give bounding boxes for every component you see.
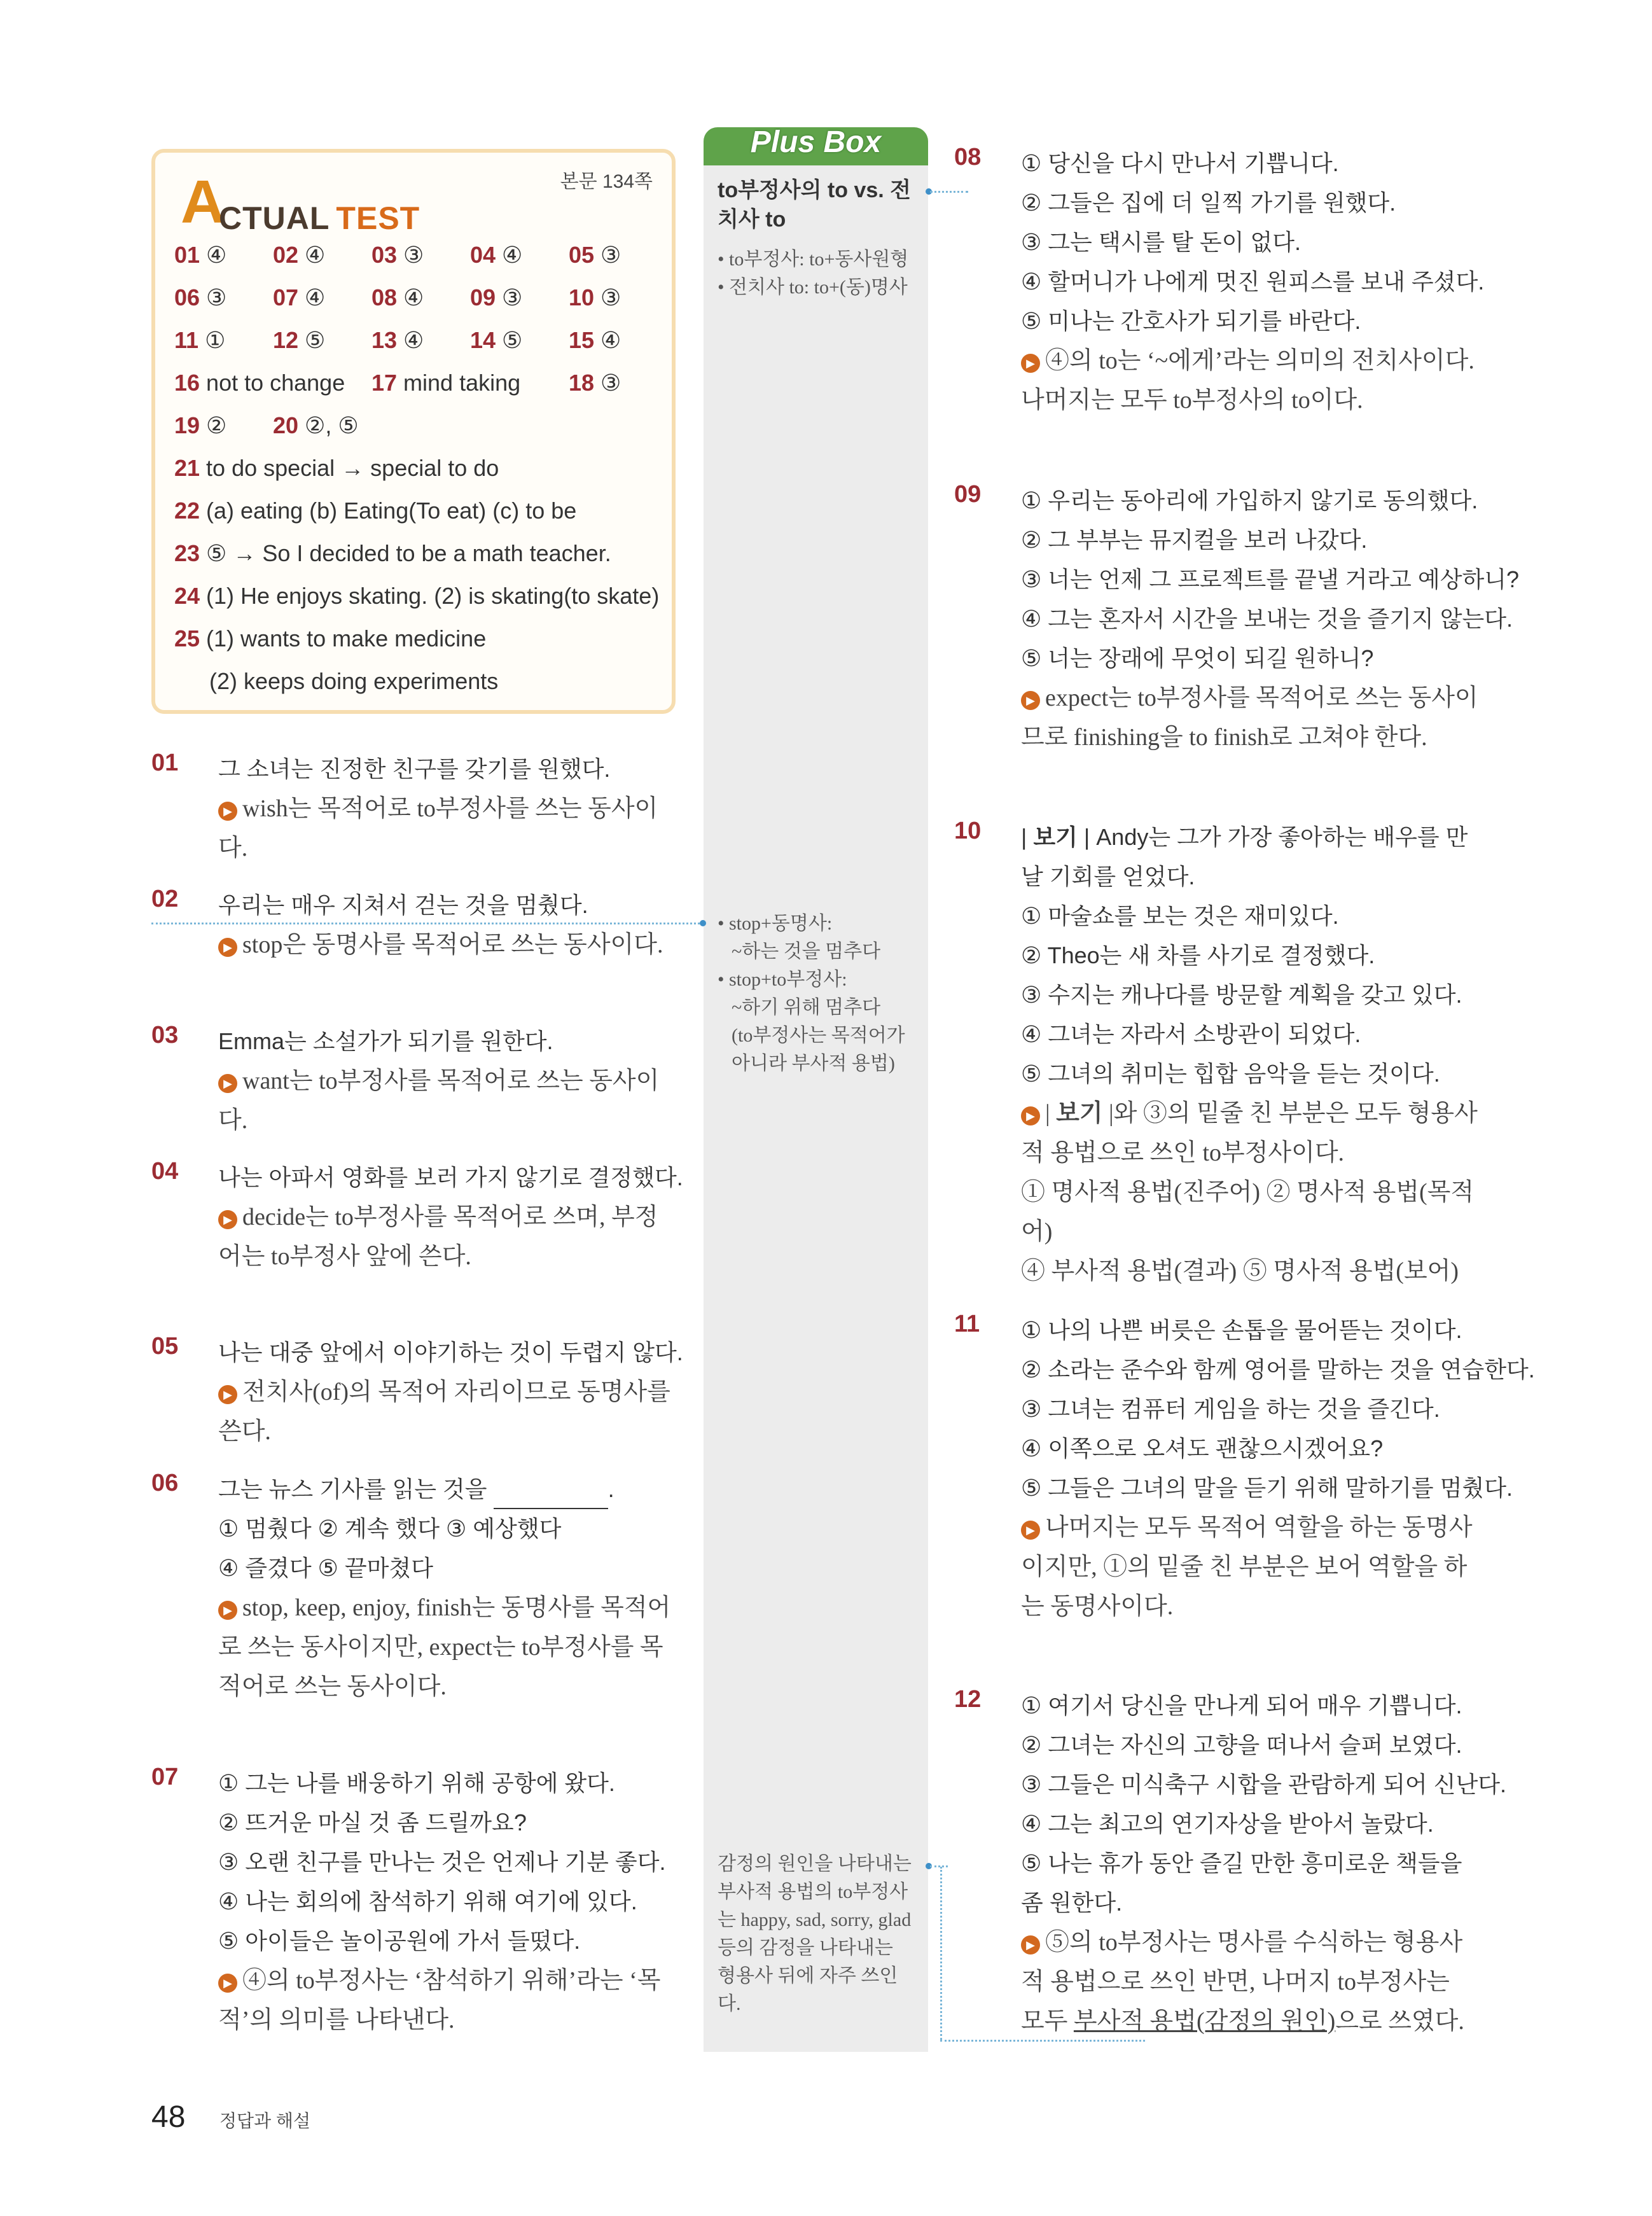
question-body [1021, 1311, 1535, 1626]
answer-value: ① [205, 327, 226, 353]
plus-note-item: • 전치사 to: to+(동)명사 [718, 277, 908, 298]
question-line: ① 우리는 동아리에 가입하지 않기로 동의했다. [1021, 487, 1478, 513]
question-body [1021, 818, 1479, 1291]
answer-number: 11 [174, 327, 199, 353]
play-marker-icon: ▶ [218, 938, 237, 957]
question-body [1021, 1686, 1507, 2041]
answer-value: mind taking [403, 370, 521, 396]
plus-note-item: • stop+동명사: [718, 913, 833, 934]
question-number: 03 [151, 1022, 179, 1049]
question-line: ② 뜨거운 마실 것 좀 드릴까요? [218, 1809, 527, 1836]
answer-item [470, 284, 522, 311]
answer-value: ④ [305, 284, 326, 310]
question-line: ④ 그는 최고의 연기자상을 받아서 놀랐다. [1021, 1811, 1434, 1837]
answer-item [174, 455, 499, 482]
plus-note-item: • to부정사: to+동사원형 [718, 249, 909, 270]
play-marker-icon: ▶ [218, 1601, 237, 1620]
answer-item [174, 412, 226, 439]
answer-number: 16 [174, 370, 200, 396]
answer-number: 09 [470, 284, 496, 310]
plus-note-heading: to부정사의 to vs. 전치사 to [718, 178, 912, 232]
connector-dot [700, 920, 706, 926]
play-marker-icon: ▶ [1021, 1106, 1040, 1125]
connector-line [930, 1865, 948, 1867]
question-line: 나는 아파서 영화를 보러 가지 않기로 결정했다. [218, 1164, 683, 1190]
answer-value: ③ [502, 284, 523, 310]
plus-note-1 [718, 176, 921, 302]
answer-item [371, 327, 424, 354]
answer-number: 21 [174, 455, 200, 481]
question-number: 11 [954, 1311, 980, 1337]
question-line: ① 여기서 당신을 만나게 되어 매우 기쁩니다. [1021, 1692, 1462, 1718]
play-marker-icon: ▶ [1021, 691, 1040, 710]
question-line: ② 그들은 집에 더 일찍 가기를 원했다. [1021, 190, 1396, 216]
question-body [218, 1158, 683, 1276]
question-line: ③ 너는 언제 그 프로젝트를 끝낼 거라고 예상하니? [1021, 566, 1520, 592]
question-number: 05 [151, 1333, 179, 1360]
answer-item [174, 284, 226, 311]
question-body [1021, 144, 1485, 420]
plus-note-item: (to부정사는 목적어가 [732, 1025, 905, 1046]
play-marker-icon: ▶ [1021, 354, 1040, 373]
question-number: 12 [954, 1686, 982, 1713]
play-marker-icon: ▶ [1021, 1935, 1040, 1955]
answer-item [371, 284, 424, 311]
page-number: 48 [151, 2100, 186, 2134]
plus-box-column [704, 146, 928, 2052]
plus-note-item: ~하는 것을 멈추다 [732, 941, 881, 962]
question-line: 나는 대중 앞에서 이야기하는 것이 두렵지 않다. [218, 1339, 683, 1365]
question-body [1021, 481, 1520, 757]
question-line: ⑤ 그녀의 취미는 힙합 음악을 듣는 것이다. [1021, 1061, 1440, 1087]
plus-note-item: ~하기 위해 멈추다 [732, 997, 881, 1018]
answer-number: 08 [371, 284, 398, 310]
question-line: 그 소녀는 진정한 친구를 갖기를 원했다. [218, 756, 611, 782]
question-body [218, 1333, 683, 1451]
explanation: ▶ want는 to부정사를 목적어로 쓰는 동사이다. [218, 1068, 660, 1134]
play-marker-icon: ▶ [218, 1210, 237, 1229]
question-line: ⑤ 아이들은 놀이공원에 가서 들떴다. [218, 1928, 581, 1954]
question-number: 06 [151, 1470, 179, 1496]
footer-label: 정답과 해설 [219, 2111, 311, 2131]
logo-text: CTUAL TEST [219, 200, 420, 236]
answer-value: ④ [403, 327, 424, 353]
actual-test-answer-box [151, 149, 676, 714]
answer-value: ③ [600, 370, 621, 396]
play-marker-icon: ▶ [218, 1074, 237, 1093]
answer-item [273, 412, 359, 439]
question-line: 우리는 매우 지쳐서 걷는 것을 멈췄다. [218, 892, 588, 918]
answer-number: 18 [569, 370, 595, 396]
question-body [218, 1022, 676, 1140]
answer-item [371, 242, 424, 268]
question-number: 04 [151, 1158, 179, 1185]
answer-item [569, 370, 621, 396]
explanation-extra: ④ 부사적 용법(결과) ⑤ 명사적 용법(보어) [1021, 1258, 1459, 1285]
answer-item [569, 284, 621, 311]
answer-number: 02 [273, 242, 299, 268]
answer-number: 23 [174, 540, 200, 566]
question-line: ⑤ 나는 휴가 동안 즐길 만한 흥미로운 책들을 좀 원한다. [1021, 1850, 1462, 1916]
question-body [218, 886, 676, 965]
play-marker-icon: ▶ [218, 1974, 237, 1993]
answer-value: not to change [206, 370, 345, 396]
question-line: ④ 나는 회의에 참석하기 위해 여기에 있다. [218, 1888, 637, 1914]
answer-value: (a) eating (b) Eating(To eat) (c) to be [206, 498, 577, 524]
answer-value: to do special → special to do [206, 455, 499, 481]
answer-number: 06 [174, 284, 200, 310]
question-number: 10 [954, 818, 982, 844]
answer-value: ④ [600, 327, 621, 353]
plus-note-item: • stop+to부정사: [718, 969, 847, 990]
question-number: 08 [954, 144, 982, 171]
explanation: ▶ expect는 to부정사를 목적어로 쓰는 동사이므로 finishing을 to finish로 고쳐야 한다. [1021, 685, 1478, 751]
answer-value: ②, ⑤ [305, 412, 359, 438]
answer-value: ③ [600, 242, 621, 268]
question-body [218, 1470, 676, 1706]
answer-number: 07 [273, 284, 299, 310]
answer-item [273, 327, 325, 354]
explanation: ▶ 전치사(of)의 목적어 자리이므로 동명사를 쓴다. [218, 1379, 670, 1445]
question-number: 09 [954, 481, 982, 508]
answer-number: 17 [371, 370, 398, 396]
explanation: ▶ 나머지는 모두 목적어 역할을 하는 동명사이지만, ①의 밑줄 친 부분은 보어 역할을 하는 동명사이다. [1021, 1514, 1473, 1620]
question-line: ③ 오랜 친구를 만나는 것은 언제나 기분 좋다. [218, 1849, 666, 1875]
answer-number: 19 [174, 412, 200, 438]
answer-value: (2) keeps doing experiments [209, 668, 499, 694]
answer-value: (1) wants to make medicine [206, 625, 487, 652]
answer-blank [494, 1489, 608, 1509]
answer-value: ③ [403, 242, 424, 268]
answer-number: 05 [569, 242, 595, 268]
answer-item [371, 370, 520, 396]
answer-number: 12 [273, 327, 299, 353]
question-line: ② Theo는 새 차를 사기로 결정했다. [1021, 942, 1375, 968]
answer-number: 10 [569, 284, 595, 310]
plus-note-2 [718, 910, 921, 1078]
question-number: 07 [151, 1764, 179, 1790]
answer-number: 13 [371, 327, 398, 353]
answer-number: 24 [174, 583, 200, 609]
answer-number: 04 [470, 242, 496, 268]
answer-value: ③ [600, 284, 621, 310]
answer-number: 20 [273, 412, 299, 438]
question-number: 02 [151, 886, 179, 912]
answer-number: 25 [174, 625, 200, 652]
answer-value: ② [206, 412, 227, 438]
question-stem: | 보기 | Andy는 그가 가장 좋아하는 배우를 만날 기회를 얻었다. [1021, 824, 1468, 889]
question-line: ③ 그녀는 컴퓨터 게임을 하는 것을 즐긴다. [1021, 1396, 1440, 1422]
answer-item [174, 498, 576, 524]
question-line: ① 그는 나를 배웅하기 위해 공항에 왔다. [218, 1770, 615, 1796]
explanation: ▶ ⑤의 to부정사는 명사를 수식하는 형용사적 용법으로 쓰인 반면, 나머지 to부정사는 모두 부사적 용법(감정의 원인)으로 쓰였다. [1021, 1929, 1464, 2035]
answer-item [569, 327, 621, 354]
explanation: ▶ stop, keep, enjoy, finish는 동명사를 목적어로 쓰는 동사이지만, expect는 to부정사를 목적어로 쓰는 동사이다. [218, 1594, 671, 1700]
question-line: ④ 할머니가 나에게 멋진 원피스를 보내 주셨다. [1021, 268, 1485, 295]
answer-item [209, 668, 498, 695]
question-line: ④ 즐겼다 ⑤ 끝마쳤다 [218, 1555, 433, 1581]
page-reference: 본문 134쪽 [560, 171, 653, 192]
answer-item [470, 242, 522, 268]
question-line: ⑤ 미나는 간호사가 되기를 바란다. [1021, 308, 1361, 334]
question-line: ① 멈췄다 ② 계속 했다 ③ 예상했다 [218, 1516, 562, 1542]
play-marker-icon: ▶ [1021, 1521, 1040, 1540]
answer-number: 15 [569, 327, 595, 353]
answer-value: ⑤ → So I decided to be a math teacher. [206, 540, 611, 566]
question-line: ① 마술쇼를 보는 것은 재미있다. [1021, 903, 1339, 929]
plus-box-title: Plus Box [750, 125, 882, 159]
answer-item [174, 370, 345, 396]
explanation: ▶ ④의 to부정사는 ‘참석하기 위해’라는 ‘목적’의 의미를 나타낸다. [218, 1967, 661, 2033]
play-marker-icon: ▶ [218, 1385, 237, 1404]
answer-value: ④ [305, 242, 326, 268]
question-line: Emma는 소설가가 되기를 원한다. [218, 1028, 553, 1054]
question-line: ② 소라는 준수와 함께 영어를 말하는 것을 연습한다. [1021, 1356, 1535, 1383]
answer-item [174, 625, 486, 652]
explanation: ▶ wish는 목적어로 to부정사를 쓰는 동사이다. [218, 795, 658, 861]
answer-value: ⑤ [305, 327, 326, 353]
answer-number: 03 [371, 242, 398, 268]
answer-item [174, 242, 226, 268]
question-line: ② 그 부부는 뮤지컬을 보러 나갔다. [1021, 527, 1368, 553]
answer-value: (1) He enjoys skating. (2) is skating(to skate) [206, 583, 660, 609]
answer-value: ④ [206, 242, 227, 268]
play-marker-icon: ▶ [218, 802, 237, 821]
explanation: ▶ stop은 동명사를 목적어로 쓰는 동사이다. [218, 925, 676, 965]
answer-value: ④ [502, 242, 523, 268]
answer-item [470, 327, 522, 354]
question-line: ④ 그녀는 자라서 소방관이 되었다. [1021, 1021, 1361, 1047]
question-line: ④ 이쪽으로 오셔도 괜찮으시겠어요? [1021, 1435, 1384, 1461]
explanation: ▶ decide는 to부정사를 목적어로 쓰며, 부정어는 to부정사 앞에 쓴다. [218, 1204, 658, 1270]
answer-value: ③ [206, 284, 227, 310]
question-body [218, 1764, 676, 2040]
answer-item [273, 242, 325, 268]
connector-line [930, 191, 968, 193]
answer-value: ④ [403, 284, 424, 310]
question-line: ⑤ 그들은 그녀의 말을 듣기 위해 말하기를 멈췄다. [1021, 1475, 1513, 1501]
explanation: ▶ | 보기 |와 ③의 밑줄 친 부분은 모두 형용사적 용법으로 쓰인 to부정사이다. [1021, 1100, 1478, 1166]
answer-number: 22 [174, 498, 200, 524]
question-body [218, 749, 676, 868]
explanation: ▶ ④의 to는 ‘~에게’라는 의미의 전치사이다. 나머지는 모두 to부정사의 to이다. [1021, 347, 1475, 414]
answer-item [569, 242, 621, 268]
answer-item [174, 583, 659, 610]
question-line: ④ 그는 혼자서 시간을 보내는 것을 즐기지 않는다. [1021, 606, 1513, 632]
plus-note-item: 아니라 부사적 용법) [732, 1053, 895, 1074]
connector-line [940, 1867, 942, 2040]
question-line: ③ 그들은 미식축구 시합을 관람하게 되어 신난다. [1021, 1771, 1507, 1797]
logo-letter-a: A [181, 168, 225, 236]
answer-number: 01 [174, 242, 200, 268]
answer-item [174, 327, 225, 354]
answer-value: ⑤ [502, 327, 523, 353]
question-stem: 그는 뉴스 기사를 읽는 것을 . [218, 1470, 676, 1509]
question-line: ② 그녀는 자신의 고향을 떠나서 슬퍼 보였다. [1021, 1732, 1462, 1758]
question-line: ① 당신을 다시 만나서 기쁩니다. [1021, 150, 1339, 176]
question-line: ③ 수지는 캐나다를 방문할 계획을 갖고 있다. [1021, 982, 1462, 1008]
question-line: ⑤ 너는 장래에 무엇이 되길 원하니? [1021, 645, 1374, 671]
answer-number: 14 [470, 327, 496, 353]
question-line: ① 나의 나쁜 버릇은 손톱을 물어뜯는 것이다. [1021, 1317, 1462, 1343]
answer-item [273, 284, 325, 311]
explanation-extra: ① 명사적 용법(진주어) ② 명사적 용법(목적어) [1021, 1179, 1475, 1245]
question-number: 01 [151, 749, 179, 776]
plus-note-3: 감정의 원인을 나타내는 부사적 용법의 to부정사는 happy, sad, sorry, glad 등의 감정을 나타내는 형용사 뒤에 자주 쓰인다. [718, 1853, 912, 2014]
answer-item [174, 540, 611, 567]
question-line: ③ 그는 택시를 탈 돈이 없다. [1021, 229, 1301, 255]
